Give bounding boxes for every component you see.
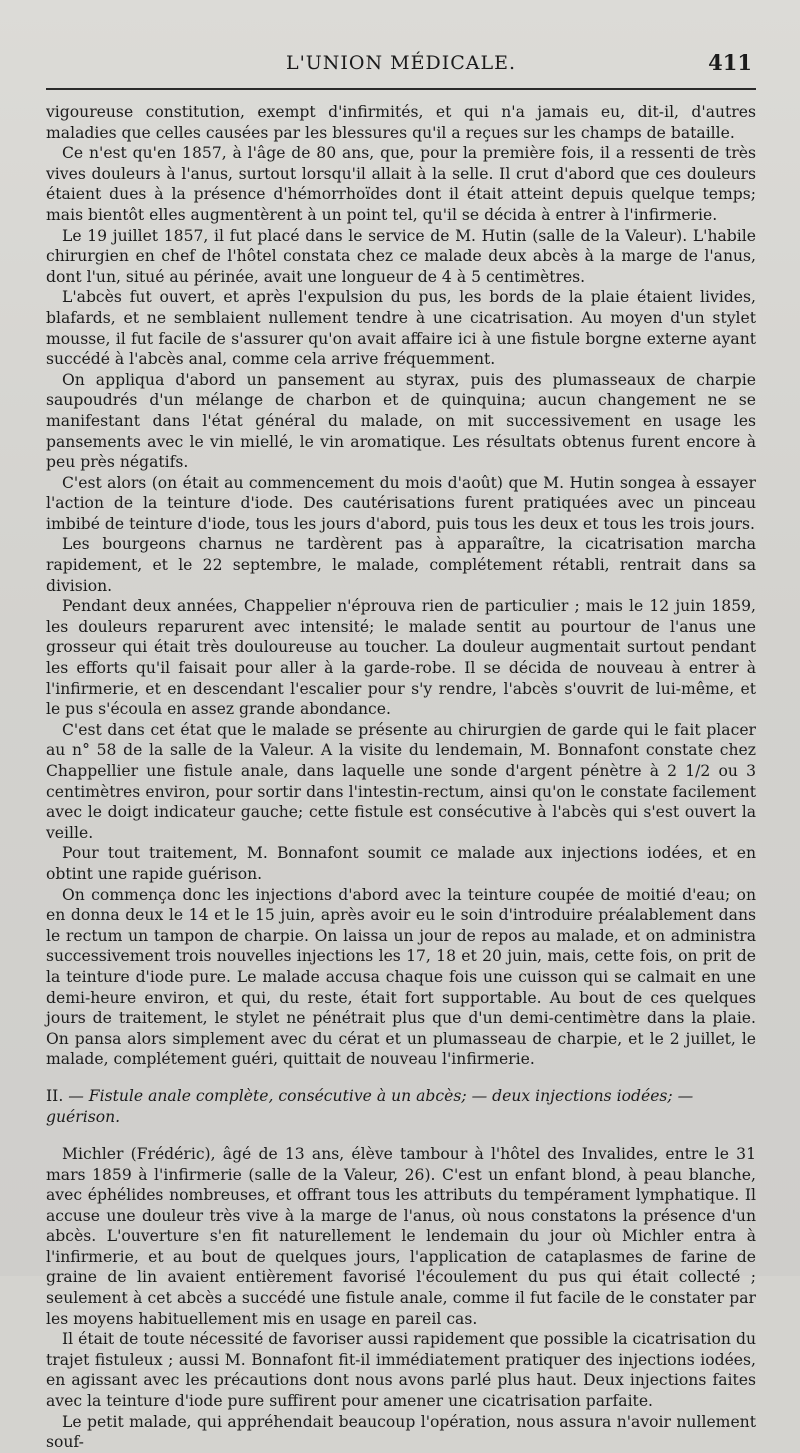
- paragraph: Michler (Frédéric), âgé de 13 ans, élève tambour à l'hôtel des Invalides, entre le 31 mars 1859 à l'infirmerie (salle de la Valeur, 26). C'est un enfant blond, à peau blanche, avec éphélides nombreuses, et offrant tous les attributs du tempérament lymphatique. Il accuse une douleur très vive à la marge de l'anus, où nous constatons la présence d'un abcès. L'ouverture s'en fit naturellement le lendemain du jour où Michler entra à l'infirmerie, et au bout de quelques jours, l'application de cataplasmes de farine de graine de lin avaient entièrement favorisé l'écoulement du pus qui était collecté ; seulement à cet abcès a succédé une fistule anale, comme il fut facile de le constater par les moyens habituellement mis en usage en pareil cas.: [46, 1144, 756, 1328]
- paragraph: Pendant deux années, Chappelier n'éprouva rien de particulier ; mais le 12 juin 1859, les douleurs reparurent avec intensité; le malade sentit au pourtour de l'anus une grosseur qui était très douloureuse au toucher. La douleur augmentait surtout pendant les efforts qu'il faisait pour aller à la garde-robe. Il se décida de nouveau à entrer à l'infirmerie, et en descendant l'escalier pour s'y rendre, l'abcès s'ouvrit de lui-même, et le pus s'écoula en assez grande abondance.: [46, 597, 756, 719]
- running-head: L'UNION MÉDICALE.: [285, 52, 517, 74]
- paragraph: Il était de toute nécessité de favoriser aussi rapidement que possible la cicatrisation du trajet fistuleux ; aussi M. Bonnafont fit-il immédiatement pratiquer des injections iodées, en agissant avec les précautions dont nous avons parlé plus haut. Deux injections faites avec la teinture d'iode pure suffirent pour amener une cicatrisation parfaite.: [46, 1330, 756, 1411]
- body-text-bottom: [46, 1144, 756, 1453]
- section-number: II.: [46, 1086, 64, 1105]
- paragraph: On commença donc les injections d'abord avec la teinture coupée de moitié d'eau; on en donna deux le 14 et le 15 juin, après avoir eu le soin d'introduire préalablement dans le rectum un tampon de charpie. On laissa un jour de repos au malade, et on administra successivement trois nouvelles injections les 17, 18 et 20 juin, mais, cette fois, on prit de la teinture d'iode pure. Le malade accusa chaque fois une cuisson qui se calmait en une demi-heure environ, et qui, du reste, était fort supportable. Au bout de ces quelques jours de traitement, le stylet ne pénétrait plus que d'un demi-centimètre dans la plaie. On pansa alors simplement avec du cérat et un plumasseau de charpie, et le 2 juillet, le malade, complétement guéri, quittait de nouveau l'infirmerie.: [46, 885, 756, 1069]
- body-text-top: [46, 102, 756, 1070]
- paragraph: Pour tout traitement, M. Bonnafont soumit ce malade aux injections iodées, et en obtint une rapide guérison.: [46, 844, 756, 883]
- paragraph: C'est dans cet état que le malade se présente au chirurgien de garde qui le fait placer au n° 58 de la salle de la Valeur. A la visite du lendemain, M. Bonnafont constate chez Chappellier une fistule anale, dans laquelle une sonde d'argent pénètre à 2 1/2 ou 3 centimètres environ, pour sortir dans l'intestin-rectum, ainsi qu'on le constate facilement avec le doigt indicateur gauche; cette fistule est consécutive à l'abcès qui s'est ouvert la veille.: [46, 720, 756, 842]
- section-heading: [46, 1086, 756, 1128]
- section-title: — Fistule anale complète, consécutive à un abcès; — deux injections iodées; — guérison.: [46, 1086, 694, 1126]
- page-number: 411: [708, 50, 752, 75]
- paragraph: vigoureuse constitution, exempt d'infirmités, et qui n'a jamais eu, dit-il, d'autres maladies que celles causées par les blessures qu'il a reçues sur les champs de bataille.: [46, 103, 756, 142]
- paragraph: Le 19 juillet 1857, il fut placé dans le service de M. Hutin (salle de la Valeur). L'habile chirurgien en chef de l'hôtel constata chez ce malade deux abcès à la marge de l'anus, dont l'un, situé au périnée, avait une longueur de 4 à 5 centimètres.: [46, 226, 756, 286]
- header-rule: [46, 88, 756, 90]
- paragraph: On appliqua d'abord un pansement au styrax, puis des plumasseaux de charpie saupoudrés d'un mélange de charbon et de quinquina; aucun changement ne se manifestant dans l'état général du malade, on mit successivement en usage les pansements avec le vin miellé, le vin aromatique. Les résultats obtenus furent encore à peu près négatifs.: [46, 370, 756, 472]
- paragraph: Les bourgeons charnus ne tardèrent pas à apparaître, la cicatrisation marcha rapidement, et le 22 septembre, le malade, complétement rétabli, rentrait dans sa division.: [46, 535, 756, 595]
- page-header: [46, 50, 756, 80]
- paragraph: L'abcès fut ouvert, et après l'expulsion du pus, les bords de la plaie étaient livides, blafards, et ne semblaient nullement tendre à une cicatrisation. Au moyen d'un stylet mousse, il fut facile de s'assurer qu'on avait affaire ici à une fistule borgne externe ayant succédé à l'abcès anal, comme cela arrive fréquemment.: [46, 288, 756, 369]
- paragraph: C'est alors (on était au commencement du mois d'août) que M. Hutin songea à essayer l'action de la teinture d'iode. Des cautérisations furent pratiquées avec un pinceau imbibé de teinture d'iode, tous les jours d'abord, puis tous les deux et tous les trois jours.: [46, 473, 756, 533]
- paragraph: Ce n'est qu'en 1857, à l'âge de 80 ans, que, pour la première fois, il a ressenti de très vives douleurs à l'anus, surtout lorsqu'il allait à la selle. Il crut d'abord que ces douleurs étaient dues à la présence d'hémorrhoïdes dont il était atteint depuis quelque temps; mais bientôt elles augmentèrent à un point tel, qu'il se décida à entrer à l'infirmerie.: [46, 144, 756, 224]
- paragraph: Le petit malade, qui appréhendait beaucoup l'opération, nous assura n'avoir nullement souf-: [46, 1412, 756, 1452]
